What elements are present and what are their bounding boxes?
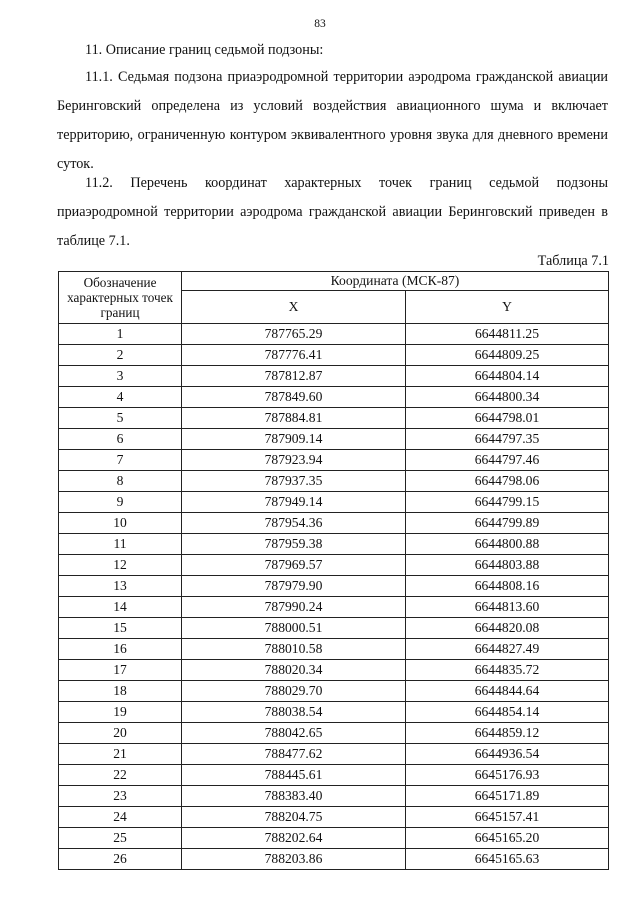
point-number-cell: 3 <box>59 366 182 387</box>
y-coordinate-cell: 6644798.06 <box>406 471 609 492</box>
y-coordinate-cell: 6644800.34 <box>406 387 609 408</box>
coordinate-system-header: Координата (МСК-87) <box>182 272 609 291</box>
x-coordinate-cell: 788038.54 <box>182 702 406 723</box>
table-body <box>59 324 609 870</box>
x-coordinate-cell: 787990.24 <box>182 597 406 618</box>
y-coordinate-cell: 6644803.88 <box>406 555 609 576</box>
table-row <box>59 471 609 492</box>
table-row <box>59 492 609 513</box>
x-coordinate-cell: 788203.86 <box>182 849 406 870</box>
table-row <box>59 366 609 387</box>
table-row <box>59 597 609 618</box>
table-row <box>59 744 609 765</box>
table-row <box>59 450 609 471</box>
table-row <box>59 429 609 450</box>
point-number-cell: 22 <box>59 765 182 786</box>
point-number-cell: 1 <box>59 324 182 345</box>
y-coordinate-cell: 6644854.14 <box>406 702 609 723</box>
y-coordinate-cell: 6644936.54 <box>406 744 609 765</box>
point-number-cell: 2 <box>59 345 182 366</box>
y-coordinate-cell: 6644844.64 <box>406 681 609 702</box>
page-number: 83 <box>314 18 326 30</box>
y-coordinate-cell: 6644835.72 <box>406 660 609 681</box>
x-column-header: X <box>182 291 406 324</box>
x-coordinate-cell: 787849.60 <box>182 387 406 408</box>
x-coordinate-cell: 788445.61 <box>182 765 406 786</box>
table-row <box>59 639 609 660</box>
table-row <box>59 576 609 597</box>
point-number-cell: 19 <box>59 702 182 723</box>
y-coordinate-cell: 6645171.89 <box>406 786 609 807</box>
point-number-cell: 17 <box>59 660 182 681</box>
table-row <box>59 513 609 534</box>
point-number-cell: 15 <box>59 618 182 639</box>
section-heading: 11. Описание границ седьмой подзоны: <box>85 42 324 58</box>
y-coordinate-cell: 6644798.01 <box>406 408 609 429</box>
y-coordinate-cell: 6644813.60 <box>406 597 609 618</box>
x-coordinate-cell: 787959.38 <box>182 534 406 555</box>
point-number-cell: 24 <box>59 807 182 828</box>
point-number-cell: 8 <box>59 471 182 492</box>
y-coordinate-cell: 6644859.12 <box>406 723 609 744</box>
point-number-cell: 13 <box>59 576 182 597</box>
x-coordinate-cell: 787765.29 <box>182 324 406 345</box>
x-coordinate-cell: 787969.57 <box>182 555 406 576</box>
point-number-cell: 21 <box>59 744 182 765</box>
x-coordinate-cell: 787776.41 <box>182 345 406 366</box>
table-row <box>59 387 609 408</box>
y-coordinate-cell: 6644804.14 <box>406 366 609 387</box>
x-coordinate-cell: 787923.94 <box>182 450 406 471</box>
x-coordinate-cell: 788477.62 <box>182 744 406 765</box>
table-row <box>59 765 609 786</box>
x-coordinate-cell: 787954.36 <box>182 513 406 534</box>
point-number-cell: 11 <box>59 534 182 555</box>
table-row <box>59 618 609 639</box>
table-row <box>59 786 609 807</box>
point-number-cell: 5 <box>59 408 182 429</box>
point-number-cell: 4 <box>59 387 182 408</box>
y-coordinate-cell: 6644809.25 <box>406 345 609 366</box>
table-caption: Таблица 7.1 <box>537 253 609 269</box>
y-coordinate-cell: 6644799.89 <box>406 513 609 534</box>
table-row <box>59 345 609 366</box>
x-coordinate-cell: 787979.90 <box>182 576 406 597</box>
y-coordinate-cell: 6645176.93 <box>406 765 609 786</box>
x-coordinate-cell: 787937.35 <box>182 471 406 492</box>
x-coordinate-cell: 788204.75 <box>182 807 406 828</box>
point-number-cell: 16 <box>59 639 182 660</box>
table-row <box>59 555 609 576</box>
x-coordinate-cell: 788000.51 <box>182 618 406 639</box>
point-number-cell: 10 <box>59 513 182 534</box>
table-row <box>59 408 609 429</box>
table-row <box>59 849 609 870</box>
table-row <box>59 807 609 828</box>
x-coordinate-cell: 788042.65 <box>182 723 406 744</box>
x-coordinate-cell: 787949.14 <box>182 492 406 513</box>
point-number-cell: 18 <box>59 681 182 702</box>
table-row <box>59 324 609 345</box>
table-header-row <box>59 272 609 291</box>
table-row <box>59 681 609 702</box>
y-coordinate-cell: 6644797.35 <box>406 429 609 450</box>
point-number-cell: 14 <box>59 597 182 618</box>
point-number-cell: 12 <box>59 555 182 576</box>
y-column-header: Y <box>406 291 609 324</box>
y-coordinate-cell: 6644808.16 <box>406 576 609 597</box>
y-coordinate-cell: 6644800.88 <box>406 534 609 555</box>
x-coordinate-cell: 788029.70 <box>182 681 406 702</box>
table-row <box>59 723 609 744</box>
point-number-cell: 7 <box>59 450 182 471</box>
table-row <box>59 660 609 681</box>
point-label-header: Обозначение характерных точек границ <box>59 272 182 324</box>
x-coordinate-cell: 788010.58 <box>182 639 406 660</box>
table-row <box>59 534 609 555</box>
paragraph-11-1: 11.1. Седьмая подзона приаэродромной территории аэродрома гражданской авиации Беринговский определена из условий воздействия авиационного шума и включает территорию, ограниченную контуром эквивалентного уровня звука для дневного времени суток. <box>57 69 608 172</box>
point-number-cell: 25 <box>59 828 182 849</box>
x-coordinate-cell: 787909.14 <box>182 429 406 450</box>
x-coordinate-cell: 788202.64 <box>182 828 406 849</box>
paragraph-11-2: 11.2. Перечень координат характерных точек границ седьмой подзоны приаэродромной территории аэродрома гражданской авиации Беринговский приведен в таблице 7.1. <box>57 175 608 249</box>
point-number-cell: 9 <box>59 492 182 513</box>
x-coordinate-cell: 788383.40 <box>182 786 406 807</box>
table-row <box>59 828 609 849</box>
y-coordinate-cell: 6644811.25 <box>406 324 609 345</box>
x-coordinate-cell: 787884.81 <box>182 408 406 429</box>
point-number-cell: 20 <box>59 723 182 744</box>
x-coordinate-cell: 788020.34 <box>182 660 406 681</box>
y-coordinate-cell: 6645157.41 <box>406 807 609 828</box>
y-coordinate-cell: 6645165.63 <box>406 849 609 870</box>
table-row <box>59 702 609 723</box>
coordinates-table <box>58 271 609 870</box>
point-number-cell: 23 <box>59 786 182 807</box>
y-coordinate-cell: 6645165.20 <box>406 828 609 849</box>
point-number-cell: 6 <box>59 429 182 450</box>
point-number-cell: 26 <box>59 849 182 870</box>
y-coordinate-cell: 6644820.08 <box>406 618 609 639</box>
y-coordinate-cell: 6644797.46 <box>406 450 609 471</box>
x-coordinate-cell: 787812.87 <box>182 366 406 387</box>
y-coordinate-cell: 6644799.15 <box>406 492 609 513</box>
y-coordinate-cell: 6644827.49 <box>406 639 609 660</box>
